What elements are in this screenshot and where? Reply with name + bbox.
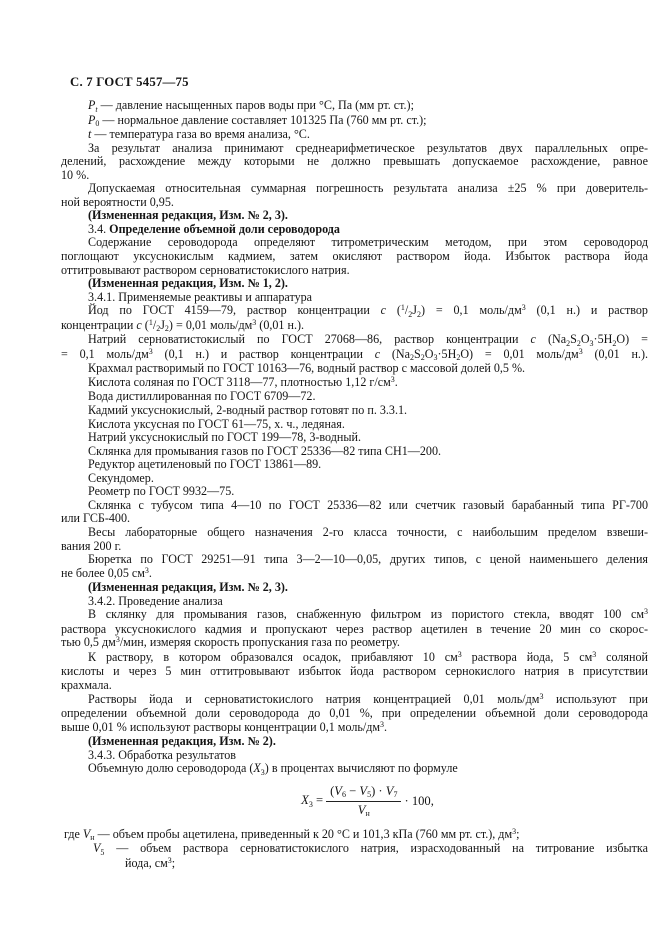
text-run: Объемную долю сероводорода (: [88, 761, 254, 776]
text-line: [61, 319, 648, 334]
text-line: [61, 679, 648, 693]
text-run: 3: [644, 607, 648, 617]
formula-multiplier: [404, 794, 433, 808]
text-run: или ГСБ-400.: [61, 511, 131, 526]
text-run: 3: [260, 767, 265, 777]
text-line: [61, 540, 648, 554]
page: [61, 75, 648, 871]
page-header: С. 7 ГОСТ 5457—75: [70, 75, 189, 89]
text-run: Реометр по ГОСТ 9932—75.: [88, 484, 235, 499]
text-line: [61, 236, 648, 250]
text-run: 2: [566, 338, 571, 348]
text-run: 3: [380, 719, 385, 729]
text-run: −: [345, 783, 360, 798]
text-run: раствора уксуснокислого кадмия и пропускают через раствор ацетилен в течение 20 мин со скорос-: [61, 621, 648, 636]
text-run: ·5H: [437, 346, 457, 361]
text-run: 5: [367, 790, 372, 800]
text-line: [61, 749, 648, 763]
text-line: [61, 828, 648, 843]
text-line: [61, 376, 648, 391]
text-run: 2: [408, 309, 413, 319]
text-run: t: [88, 127, 92, 142]
text-run: = 0,1 моль/дм: [61, 346, 149, 361]
text-run: V: [357, 802, 366, 817]
text-run: (0,1 н.) и раствор: [525, 303, 648, 318]
text-run: 3: [390, 374, 395, 384]
text-run: Натрий серноватистокислый по ГОСТ 27068—86, раствор концентрации: [88, 332, 531, 347]
text-run: 3: [578, 346, 583, 356]
text-line: [61, 636, 648, 651]
text-run: делений, расхождение между которыми не должно превышать допускаемое расхождение, равное: [61, 154, 648, 169]
text-line: [61, 581, 648, 595]
text-run: (: [386, 303, 401, 318]
text-line: [61, 693, 648, 708]
text-line: [61, 458, 648, 472]
text-run: 2: [612, 338, 617, 348]
text-run: Р: [88, 98, 96, 112]
text-run: концентрации: [61, 317, 137, 332]
text-run: /: [404, 303, 409, 318]
formula-denominator: [358, 802, 370, 819]
text-line: [61, 390, 648, 404]
text-run: 3: [512, 826, 517, 836]
text-run: V: [93, 841, 101, 856]
text-line: [61, 857, 648, 872]
text-run: н: [365, 809, 370, 819]
text-run: Содержание сероводорода определяют титрометрическим методом, при этом сероводород: [88, 235, 648, 250]
text-line: [61, 348, 648, 363]
text-run: 2: [156, 324, 161, 334]
text-line: [61, 735, 648, 749]
text-line: [61, 526, 648, 540]
text-run: O: [580, 332, 590, 347]
text-run: За результат анализа принимают среднеарифметическое результатов двух параллельных опре-: [88, 140, 648, 155]
text-run: 3: [252, 317, 257, 327]
text-run: 2: [576, 338, 581, 348]
text-line: [61, 99, 648, 114]
text-run: 3: [144, 565, 149, 575]
text-run: (Na: [535, 332, 567, 347]
formula-fraction: [326, 784, 401, 819]
text-run: V: [82, 826, 91, 841]
text-run: Йод по ГОСТ 4159—79, раствор концентрации: [88, 303, 381, 318]
text-run: с: [136, 317, 142, 332]
text-line: [61, 595, 648, 609]
text-line: [61, 264, 648, 278]
text-line: [61, 431, 648, 445]
text-run: O) =: [616, 332, 649, 347]
text-run: н: [90, 833, 95, 843]
text-run: Определение объемной доли сероводорода: [109, 221, 340, 236]
text-run: 3: [521, 303, 526, 313]
text-run: ) = 0,1 моль/дм: [421, 303, 522, 318]
text-line: [61, 250, 648, 264]
text-line: [61, 128, 648, 142]
text-run: J: [160, 317, 165, 332]
text-run: 3: [592, 649, 597, 659]
text-run: (0,1 н.) и раствор концентрации: [152, 346, 375, 361]
text-run: 3: [589, 338, 594, 348]
text-line: [61, 567, 648, 582]
text-run: — нормальное давление составляет 101325 Па (760 мм рт. ст.);: [99, 112, 427, 127]
text-run: поглощают уксуснокислым кадмием, затем окисляют раствором йода. Избыток раствора йода: [61, 249, 648, 264]
text-run: Весы лабораторные общего назначения 2-го класса точности, с наибольшим пределом взвеши-: [88, 524, 648, 539]
text-run: 3: [457, 649, 462, 659]
text-run: кислоты и через 5 мин оттитровывают избыток йода раствором сернокислого натрия в присутствии: [61, 664, 648, 679]
text-line: [61, 418, 648, 432]
text-run: 3.4.: [88, 221, 110, 236]
text-run: 2: [420, 353, 425, 363]
text-run: выше 0,01 % используют растворы концентрации 0,1 моль/дм: [61, 719, 381, 734]
text-run: крахмала.: [61, 677, 112, 692]
text-run: 3: [539, 691, 544, 701]
text-run: Редуктор ацетиленовый по ГОСТ 13861—89.: [88, 457, 322, 472]
text-line: [61, 404, 648, 418]
text-run: 2: [410, 353, 415, 363]
formula: [87, 784, 648, 819]
text-run: V: [359, 783, 368, 798]
text-line: [61, 608, 648, 623]
text-run: t: [95, 104, 98, 114]
text-run: Р: [88, 112, 96, 127]
text-run: /мин, измеряя скорость пропускания газа по реометру.: [119, 635, 400, 650]
text-line: [61, 485, 648, 499]
text-line: [61, 291, 648, 305]
text-run: В склянку для промывания газов, снабженную фильтром из пористого стекла, вводят 100 см: [88, 607, 644, 622]
text-run: соляной: [596, 649, 648, 664]
text-run: · 100,: [404, 794, 434, 809]
text-run: 3.4.3. Обработка результатов: [88, 747, 237, 762]
text-run: Склянка с тубусом типа 4—10 по ГОСТ 25336—82 или счетчик газовый барабанный типа РГ-700: [88, 497, 648, 512]
text-line: [61, 842, 648, 857]
text-line: [61, 707, 648, 721]
text-line: [61, 665, 648, 679]
text-run: 5: [100, 847, 105, 857]
formula-numerator: [326, 784, 401, 802]
text-run: где: [64, 826, 83, 841]
text-run: V: [334, 783, 342, 798]
text-line: [61, 114, 648, 129]
text-line: [61, 142, 648, 156]
text-run: определении объемной доли сероводорода до 0,01 %, при определении объемной доли сероводорода: [61, 706, 648, 721]
text-run: Кислота соляная по ГОСТ 3118—77, плотностью 1,12 г/см: [88, 374, 391, 389]
text-run: Склянка для промывания газов по ГОСТ 25336—82 типа СН1—200.: [88, 443, 442, 458]
text-run: 10 %.: [61, 167, 90, 182]
text-run: .: [384, 719, 388, 734]
text-run: Допускаемая относительная суммарная погрешность результата анализа ±25 % при доверитель-: [88, 181, 648, 196]
text-run: 1: [148, 317, 153, 327]
text-line: [61, 623, 648, 637]
text-run: 3: [167, 855, 172, 865]
text-run: 0: [95, 119, 100, 129]
text-run: ) ·: [371, 783, 386, 798]
text-run: — температура газа во время анализа, °С.: [91, 127, 310, 142]
text-run: (: [141, 317, 149, 332]
text-run: Натрий уксуснокислый по ГОСТ 199—78, 3-водный.: [88, 430, 361, 445]
text-run: Кадмий уксуснокислый, 2-водный раствор готовят по п. 3.3.1.: [88, 403, 408, 418]
text-run: 1: [400, 303, 405, 313]
text-run: =: [312, 793, 324, 808]
text-run: O) = 0,01 моль/дм: [460, 346, 579, 361]
text-line: [61, 721, 648, 736]
text-line: [61, 155, 648, 169]
text-run: .: [394, 374, 398, 389]
text-line: [61, 277, 648, 291]
text-run: S: [414, 346, 421, 361]
formula-lhs: [301, 793, 323, 809]
text-run: S: [570, 332, 577, 347]
text-run: Бюретка по ГОСТ 29251—91 типа 3—2—10—0,05, других типов, с ценой наименьшего деления: [88, 552, 648, 567]
text-run: 2: [417, 309, 421, 319]
text-run: 3: [433, 353, 438, 363]
text-run: — давление насыщенных паров воды при °С, Па (мм рт. ст.);: [97, 98, 414, 112]
text-line: [61, 499, 648, 513]
text-run: с: [380, 303, 387, 318]
text-run: Х: [253, 761, 261, 776]
text-run: Х: [301, 793, 309, 808]
text-run: 6: [341, 790, 346, 800]
text-line: [61, 472, 648, 486]
text-run: O: [424, 346, 434, 361]
text-line: [61, 651, 648, 666]
text-run: 3.4.1. Применяемые реактивы и аппаратура: [88, 289, 313, 304]
text-line: [61, 196, 648, 210]
text-run: Растворы йода и серноватистокислого натрия концентрацией 0,01 моль/дм: [88, 691, 540, 706]
text-run: (Измененная редакция, Изм. № 2).: [88, 734, 276, 749]
text-run: 3: [115, 635, 120, 645]
text-run: 7: [393, 790, 398, 800]
text-run: оттитровывают раствором серноватистокислого натрия.: [61, 262, 350, 277]
text-run: 3.4.2. Проведение анализа: [88, 593, 223, 608]
text-run: с: [530, 332, 536, 347]
text-run: вания 200 г.: [61, 538, 122, 553]
text-run: Вода дистиллированная по ГОСТ 6709—72.: [88, 389, 316, 404]
text-line: [61, 209, 648, 223]
text-line: [61, 512, 648, 526]
text-line: [61, 445, 648, 459]
text-run: Крахмал растворимый по ГОСТ 10163—76, водный раствор с массовой долей 0,5 %.: [88, 361, 526, 376]
text-run: — объем раствора серноватистокислого натрия, израсходованный на титрование избытка: [104, 841, 648, 856]
text-line: [61, 304, 648, 319]
text-run: V: [385, 783, 394, 798]
text-run: (Измененная редакция, Изм. № 1, 2).: [88, 276, 288, 291]
text-line: [61, 169, 648, 183]
text-run: (0,01 н.).: [256, 317, 305, 332]
text-run: йода, см: [125, 855, 168, 870]
text-run: Секундомер.: [88, 470, 154, 485]
text-run: тью 0,5 дм: [61, 635, 116, 650]
text-line: [61, 223, 648, 237]
text-line: [61, 762, 648, 777]
text-run: (0,01 н.).: [582, 346, 648, 361]
text-run: не более 0,05 см: [61, 565, 145, 580]
text-run: с: [374, 346, 381, 361]
text-run: 2: [456, 353, 461, 363]
text-run: (Измененная редакция, Изм. № 2, 3).: [88, 208, 288, 223]
text-run: (Измененная редакция, Изм. № 2, 3).: [88, 580, 288, 595]
text-run: ) в процентах вычисляют по формуле: [264, 761, 458, 776]
text-line: [61, 182, 648, 196]
text-run: 3: [308, 799, 313, 809]
text-run: Кислота уксусная по ГОСТ 61—75, х. ч., ледяная.: [88, 416, 345, 431]
text-run: используют при: [543, 691, 648, 706]
text-run: ;: [516, 826, 520, 841]
text-run: К раствору, в котором образовался осадок, прибавляют 10 см: [88, 649, 458, 664]
text-line: [61, 333, 648, 348]
text-run: ) = 0,01 моль/дм: [168, 317, 253, 332]
text-run: .: [148, 565, 152, 580]
text-run: ;: [171, 855, 176, 870]
text-run: 3: [148, 346, 153, 356]
text-run: J: [412, 303, 417, 318]
text-line: [61, 553, 648, 567]
text-run: /: [152, 317, 157, 332]
text-line: [61, 362, 648, 376]
text-run: (Na: [380, 346, 411, 361]
text-run: ·5H: [593, 332, 613, 347]
document-body: [61, 99, 648, 871]
text-run: 2: [164, 324, 169, 334]
text-run: ной вероятности 0,95.: [61, 194, 174, 209]
text-run: раствора йода, 5 см: [461, 649, 593, 664]
text-run: (: [330, 783, 335, 798]
text-run: — объем пробы ацетилена, приведенный к 20 °С и 101,3 кПа (760 мм рт. ст.), дм: [94, 826, 513, 841]
